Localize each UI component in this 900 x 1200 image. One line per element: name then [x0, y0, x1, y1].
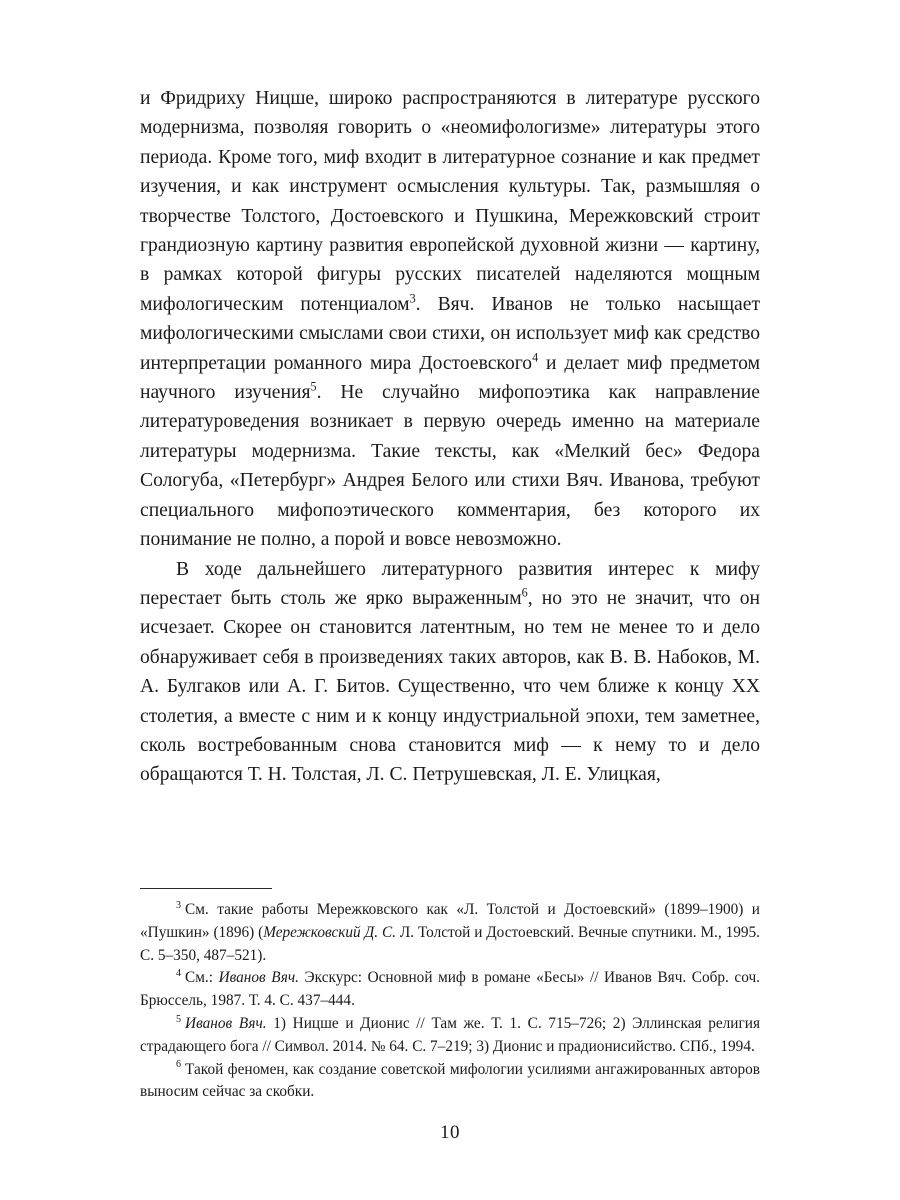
footnote-ref-5[interactable]: 5 [310, 379, 317, 394]
footnote-list [140, 899, 760, 1104]
paragraph-1-segment-2: . Вяч. Иванов не только насыщает мифологическими смыслами свои стихи, он использует миф как средство интерпретации романного мира Достоевского [140, 293, 761, 374]
footnote-3-text-1: См. такие работы Мережковского как «Л. Толстой и Достоевский» (1899–1900) и «Пушкин» (1896) ( [140, 901, 760, 941]
footnote-area [140, 888, 760, 1104]
paragraph-1-segment-3: и делает миф предметом научного изучения [140, 352, 760, 404]
paragraph-1-segment-4: . Не случайно мифопоэтика как направление литературоведения возникает в первую очередь именно на материале литературы модернизма. Такие тексты, как «Мелкий бес» Федора Сологуба, «Петербург» Андрея Белого или стихи Вяч. Иванова, требуют специального мифопоэтического комментария, без которого их понимание не полно, а порой и вовсе невозможно. [140, 382, 760, 551]
paragraph-2 [140, 555, 760, 790]
footnote-3-text-2: Л. Толстой и Достоевский. Вечные спутники. М., 1995. С. 5–350, 487–521). [140, 923, 760, 964]
footnote-5-italic: Иванов Вяч. [185, 1014, 267, 1032]
footnote-item-3 [140, 899, 760, 967]
footnote-4-text-1: См.: [185, 969, 219, 987]
paragraph-2-segment-1: В ходе дальнейшего литературного развития интерес к мифу перестает быть столь же ярко выраженным [140, 558, 760, 609]
footnote-4-italic: Иванов Вяч. [218, 969, 299, 987]
footnote-marker-6: 6 [176, 1059, 182, 1071]
footnote-ref-6[interactable]: 6 [521, 585, 528, 600]
paragraph-2-segment-2: , но это не значит, что он исчезает. Скорее он становится латентным, но тем не менее то и дело обнаруживает себя в произведениях таких авторов, как В. В. Набоков, М. А. Булгаков или А. Г. Битов. Существенно, что чем ближе к концу XX столетия, а вместе с ним и к концу индустриальной эпохи, тем заметнее, сколь востребованным снова становится миф — к нему то и дело обращаются Т. Н. Толстая, Л. С. Петрушевская, Л. Е. Улицкая, [140, 587, 760, 786]
footnote-item-4 [140, 967, 760, 1013]
footnote-ref-4[interactable]: 4 [532, 350, 539, 365]
footnote-separator-rule [140, 888, 272, 889]
footnote-item-5 [140, 1013, 760, 1059]
paragraph-1 [140, 84, 760, 555]
body-text-block [140, 84, 760, 790]
footnote-item-6 [140, 1059, 760, 1105]
paragraph-1-segment-1: и Фридриху Ницше, широко распространяются в литературе русского модернизма, позволяя говорить о «неомифологизме» литературы этого периода. Кроме того, миф входит в литературное сознание и как предмет изучения, и как инструмент осмысления культуры. Так, размышляя о творчестве Толстого, Достоевского и Пушкина, Мережковский строит грандиозную картину развития европейской духовной жизни — картину, в рамках которой фигуры русских писателей наделяются мощным мифологическим потенциалом [140, 88, 760, 315]
footnote-marker-5: 5 [176, 1013, 182, 1025]
footnote-5-text-2: 1) Ницше и Дионис // Там же. Т. 1. С. 715–726; 2) Эллинская религия страдающего бога // Символ. 2014. № 64. С. 7–219; 3) Дионис и прадионисийство. СПб., 1994. [140, 1014, 760, 1055]
footnote-4-text-2: Экскурс: Основной миф в романе «Бесы» // Иванов Вяч. Собр. соч. Брюссель, 1987. Т. 4. С. 437–444. [140, 969, 760, 1010]
footnote-6-text-1: Такой феномен, как создание советской мифологии усилиями ангажированных авторов выносим сейчас за скобки. [140, 1060, 760, 1101]
footnote-marker-3: 3 [176, 899, 182, 911]
footnote-marker-4: 4 [176, 968, 182, 980]
footnote-ref-3[interactable]: 3 [409, 291, 416, 306]
footnote-3-italic: Мережковский Д. С. [263, 923, 397, 941]
page-number: 10 [440, 1122, 460, 1143]
